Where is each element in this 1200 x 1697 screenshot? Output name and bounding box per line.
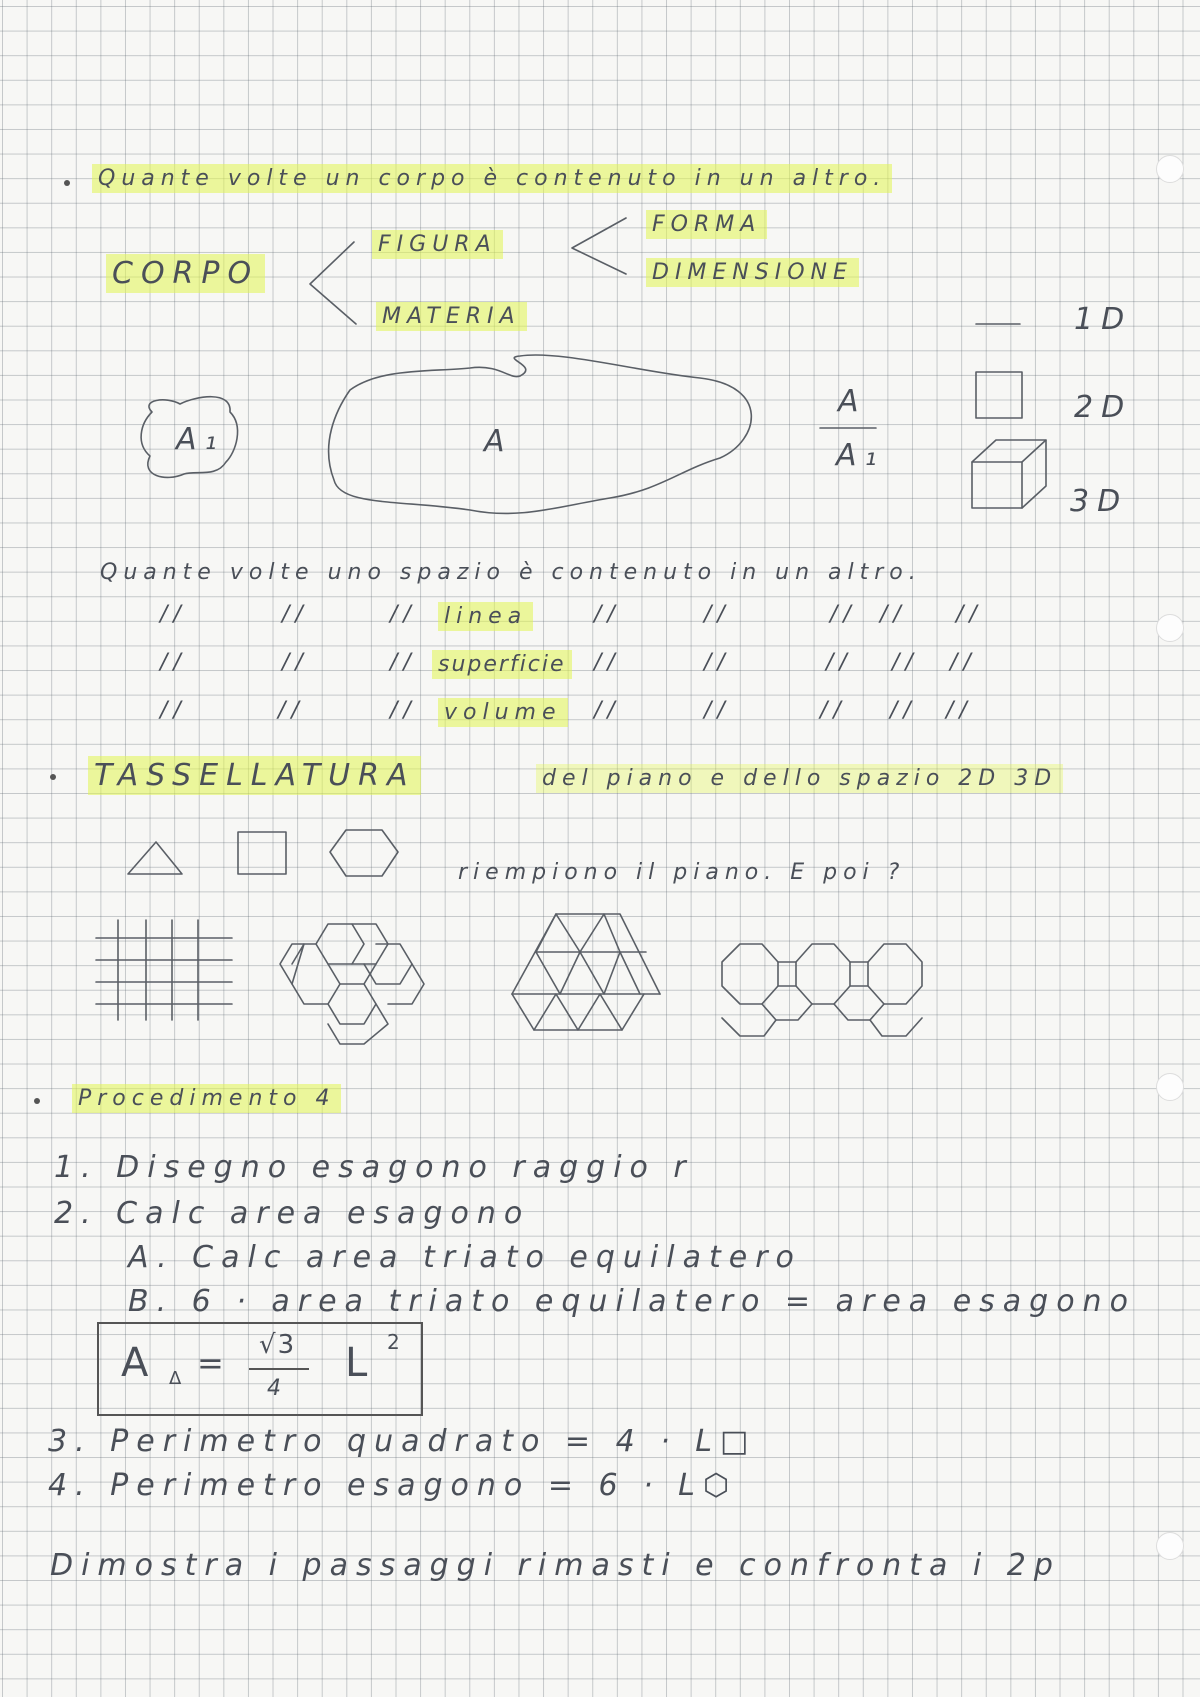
ditto-mark: // — [390, 650, 417, 675]
superficie-label: superficie — [432, 650, 572, 679]
step-3: 3. Perimetro quadrato = 4 · L□ — [48, 1424, 757, 1459]
cube-3d — [972, 440, 1046, 508]
hexagon-tile — [330, 830, 398, 876]
octagon-square-tessellation — [722, 944, 922, 1036]
ditto-mark: // — [160, 698, 187, 723]
ditto-mark: // — [830, 602, 857, 627]
ditto-mark: // — [704, 650, 731, 675]
triangle-tile — [128, 842, 182, 874]
step-2: 2. Calc area esagono — [54, 1196, 531, 1231]
volume-label: volume — [438, 698, 568, 727]
ditto-mark: // — [390, 698, 417, 723]
bracket-corpo — [310, 242, 356, 324]
small-blob-shape — [141, 397, 237, 478]
formula-variable: L — [345, 1340, 374, 1386]
formula-lhs-subscript: Δ — [169, 1368, 188, 1389]
ditto-mark: // — [880, 602, 907, 627]
ditto-mark: // — [956, 602, 983, 627]
ditto-mark: // — [594, 602, 621, 627]
formula-exponent: 2 — [387, 1330, 406, 1354]
ditto-mark: // — [826, 650, 853, 675]
big-area-label: A — [484, 424, 513, 459]
ditto-mark: // — [704, 698, 731, 723]
step-1: 1. Disegno esagono raggio r — [54, 1150, 694, 1185]
ditto-mark: // — [160, 602, 187, 627]
bracket-figura — [572, 218, 626, 274]
ditto-mark: // — [390, 602, 417, 627]
dim-2d-label: 2D — [1074, 390, 1133, 425]
triangle-tessellation — [512, 914, 660, 1030]
ditto-mark: // — [282, 602, 309, 627]
step-2b: B. 6 · area triato equilatero = area esagono — [128, 1284, 1136, 1319]
step-4: 4. Perimetro esagono = 6 · L⬡ — [48, 1468, 738, 1503]
forma-label: FORMA — [646, 210, 767, 239]
ditto-mark: // — [278, 698, 305, 723]
fraction-denominator: A₁ — [836, 438, 885, 473]
ditto-mark: // — [892, 650, 919, 675]
formula-denominator: 4 — [267, 1376, 287, 1401]
formula-lhs: A — [121, 1340, 155, 1386]
linea-label: linea — [438, 602, 533, 631]
formula-numerator: √3 — [259, 1330, 297, 1360]
section4-heading: Procedimento 4 — [72, 1084, 341, 1113]
section3-heading-highlight: TASSELLATURA — [88, 756, 421, 795]
closing-instruction: Dimostra i passaggi rimasti e confronta i 2p — [50, 1548, 1061, 1583]
ditto-mark: // — [160, 650, 187, 675]
dim-1d-label: 1D — [1074, 302, 1133, 337]
big-blob-shape — [329, 355, 752, 513]
square-tile — [238, 832, 286, 874]
step-2a: A. Calc area triato equilatero — [128, 1240, 802, 1275]
section2-heading: Quante volte uno spazio è contenuto in un altro. — [100, 560, 922, 585]
formula-equals: = — [197, 1344, 230, 1382]
ditto-mark: // — [594, 650, 621, 675]
ditto-mark: // — [594, 698, 621, 723]
ditto-mark: // — [282, 650, 309, 675]
grid-tessellation — [96, 920, 232, 1020]
materia-label: MATERIA — [376, 302, 527, 331]
small-area-label: A₁ — [176, 422, 225, 457]
figura-label: FIGURA — [372, 230, 503, 259]
fraction-numerator: A — [838, 384, 867, 419]
dim-3d-label: 3D — [1070, 484, 1129, 519]
tessellation-note: riempiono il piano. E poi ? — [458, 860, 906, 885]
corpo-label: CORPO — [106, 254, 265, 293]
ditto-mark: // — [890, 698, 917, 723]
ditto-mark: // — [704, 602, 731, 627]
ditto-mark: // — [820, 698, 847, 723]
ditto-mark: // — [950, 650, 977, 675]
section1-heading: Quante volte un corpo è contenuto in un altro. — [92, 164, 892, 193]
ditto-mark: // — [946, 698, 973, 723]
section3-heading-rest: del piano e dello spazio 2D 3D — [536, 764, 1063, 793]
hexagon-tessellation — [280, 924, 424, 1044]
square-2d — [976, 372, 1022, 418]
dimensione-label: DIMENSIONE — [646, 258, 859, 287]
